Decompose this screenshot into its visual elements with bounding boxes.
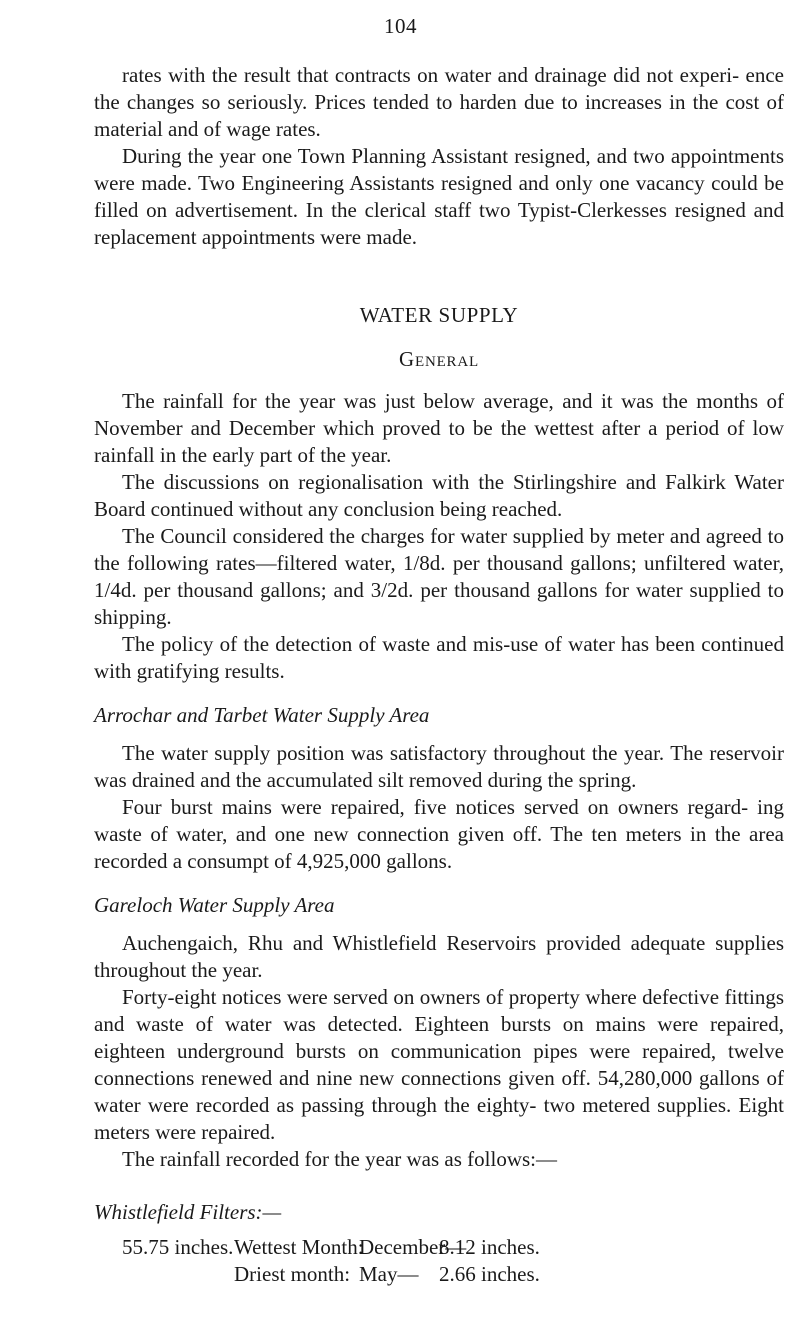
text-column [94,62,784,1288]
wettest-label: Wettest Month: [234,1235,364,1259]
rainfall-spacer [122,1261,234,1288]
subsection-heading-general: General [399,347,479,371]
whistlefield-filters-heading: Whistlefield Filters:— [94,1200,282,1224]
arrochar-heading: Arrochar and Tarbet Water Supply Area [94,703,430,727]
general-paragraph-1: The rainfall for the year was just below average, and it was the months of November and December which proved to be the wettest after a period of low rainfall in the early part of the year. [94,389,784,467]
driest-month: May— [359,1262,419,1286]
intro-paragraph-2: During the year one Town Planning Assistant resigned, and two appointments were made. Two Engineering Assistants resigned and only one vacancy could be filled on advertisement. In the clerical staff two Typist-Clerkesses resigned and replacement appointments were made. [94,144,784,249]
driest-value: 2.66 inches. [439,1262,540,1286]
rainfall-total: 55.75 inches. [122,1235,234,1259]
driest-label: Driest month: [234,1262,351,1286]
rainfall-row-driest [122,1261,784,1288]
arrochar-paragraph-1: The water supply position was satisfactory throughout the year. The reservoir was drained and the accumulated silt removed during the spring. [94,741,784,792]
wettest-month: December— [359,1235,467,1259]
rainfall-table [122,1234,784,1288]
general-paragraph-2: The discussions on regionalisation with the Stirlingshire and Falkirk Water Board continued without any conclusion being reached. [94,470,784,521]
general-paragraph-3: The Council considered the charges for water supplied by meter and agreed to the following rates—filtered water, 1/8d. per thousand gallons; unfiltered water, 1/4d. per thousand gallons; and 3/2d. per thousand gallons for water supplied to shipping. [94,524,784,629]
wettest-value: 8.12 inches. [439,1235,540,1259]
section-heading-water-supply: WATER SUPPLY [359,303,519,327]
general-paragraph-4: The policy of the detection of waste and mis-use of water has been continued with gratifying results. [94,632,784,683]
intro-paragraph-1: rates with the result that contracts on water and drainage did not experi- ence the changes so seriously. Prices tended to harden due to increases in the cost of material and of wage rates. [94,63,784,141]
gareloch-paragraph-1: Auchengaich, Rhu and Whistlefield Reservoirs provided adequate supplies throughout the year. [94,931,784,982]
arrochar-paragraph-2: Four burst mains were repaired, five notices served on owners regard- ing waste of water, and one new connection given off. The ten meters in the area recorded a consumpt of 4,925,000 gallons. [94,795,784,873]
gareloch-paragraph-3: The rainfall recorded for the year was as follows:— [122,1147,557,1171]
gareloch-heading: Gareloch Water Supply Area [94,893,335,917]
rainfall-row-wettest [122,1234,784,1261]
gareloch-paragraph-2: Forty-eight notices were served on owners of property where defective fittings and waste of water was detected. Eighteen bursts on mains were repaired, eighteen underground bursts on communication pipes were repaired, twelve connections renewed and nine new connections given off. 54,280,000 gallons of water were recorded as passing through the eighty- two metered supplies. Eight meters were repaired. [94,985,784,1144]
page-number: 104 [384,14,417,38]
